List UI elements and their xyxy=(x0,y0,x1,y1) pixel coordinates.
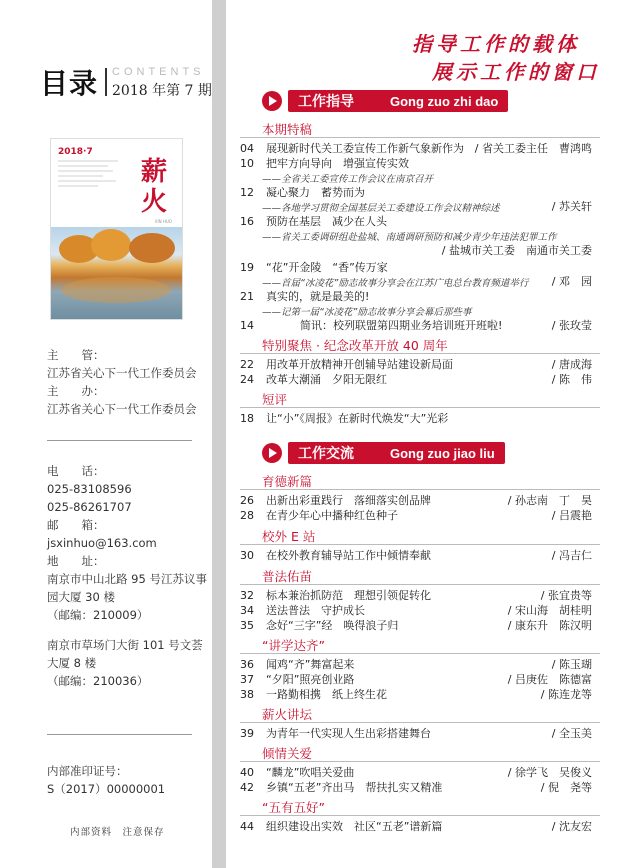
contents-label: CONTENTS xyxy=(112,66,205,78)
entry-title: “夕阳”照亮创业路 xyxy=(266,673,355,686)
play-icon xyxy=(262,443,282,463)
section-title: 工作交流 xyxy=(298,446,354,462)
category-divider xyxy=(240,137,600,138)
section-header-guidance xyxy=(262,90,508,112)
entry-author: / 倪 尧等 xyxy=(540,781,592,794)
page-number: 04 xyxy=(240,142,254,155)
page-number: 42 xyxy=(240,781,254,794)
category-divider xyxy=(240,761,600,762)
entry-author: / 省关工委主任 曹鸿鸣 xyxy=(474,142,592,155)
sponsor-label: 主 管： xyxy=(47,348,105,362)
category-divider xyxy=(240,722,600,723)
entry-title: 真实的，就是最美的! xyxy=(266,290,370,303)
permit-number: S（2017）00000001 xyxy=(47,782,166,796)
entry-subtitle: ——全省关工委宣传工作会议在南京召开 xyxy=(262,174,434,185)
entry-title: 凝心聚力 蓄势而为 xyxy=(266,186,365,199)
entry-subtitle: ——记第一届“冰凌花”励志故事分享会幕后那些事 xyxy=(262,307,472,318)
section-title-en: Gong zuo jiao liu xyxy=(390,445,495,461)
email: jsxinhuo@163.com xyxy=(47,536,157,550)
cover-title: 薪火 xyxy=(140,157,167,217)
page-number: 44 xyxy=(240,820,254,833)
permit-label: 内部准印证号： xyxy=(47,764,128,778)
category-title: 育德新篇 xyxy=(262,474,313,489)
entry-author: / 张宜贵等 xyxy=(540,589,592,602)
category-title: 特别聚焦 · 纪念改革开放 40 周年 xyxy=(262,338,448,353)
left-sidebar xyxy=(0,0,212,868)
magazine-cover xyxy=(50,138,183,320)
entry-author: / 冯吉仁 xyxy=(551,549,592,562)
entry-title: 在青少年心中播种红色种子 xyxy=(266,509,398,522)
entry-title: 标本兼治抓防范 理想引领促转化 xyxy=(266,589,431,602)
entry-author: / 苏关轩 xyxy=(551,200,592,213)
entry-title: “麟龙”吹唱关爱曲 xyxy=(266,766,355,779)
category-divider xyxy=(240,815,600,816)
page-number: 28 xyxy=(240,509,254,522)
entry-author: / 陈 伟 xyxy=(551,373,592,386)
page-number: 39 xyxy=(240,727,254,740)
slogan-2: 展示工作的窗口 xyxy=(432,60,600,84)
page-number: 16 xyxy=(240,215,254,228)
page-number: 21 xyxy=(240,290,254,303)
entry-title: 组织建设出实效 社区“五老”谱新篇 xyxy=(266,820,443,833)
toc-title: 目录 xyxy=(40,67,99,100)
category-title: 倾情关爱 xyxy=(262,746,313,761)
category-title: 普法佑苗 xyxy=(262,569,313,584)
postcode-1: （邮编：210009） xyxy=(47,608,149,622)
contact-info xyxy=(47,462,207,690)
category-divider xyxy=(240,544,600,545)
cover-photo xyxy=(51,227,183,319)
entry-title: 乡镇“五老”齐出马 帮扶扎实又精准 xyxy=(266,781,443,794)
section-title: 工作指导 xyxy=(298,94,354,110)
page-number: 35 xyxy=(240,619,254,632)
phone-label: 电 话： xyxy=(47,464,105,478)
category-divider xyxy=(240,584,600,585)
page-number: 38 xyxy=(240,688,254,701)
category-divider xyxy=(240,353,600,354)
entry-author: / 全玉美 xyxy=(551,727,592,740)
page-number: 37 xyxy=(240,673,254,686)
host: 江苏省关心下一代工作委员会 xyxy=(47,402,197,416)
category-divider xyxy=(240,489,600,490)
entry-title: 让“小”《周报》在新时代焕发“大”光彩 xyxy=(266,412,449,425)
entry-author: / 邓 园 xyxy=(551,275,592,288)
section-title-en: Gong zuo zhi dao xyxy=(390,93,499,109)
host-label: 主 办： xyxy=(47,384,105,398)
postcode-2: （邮编：210036） xyxy=(47,674,149,688)
entry-author: / 陈连龙等 xyxy=(540,688,592,701)
page-number: 10 xyxy=(240,157,254,170)
phone-1: 025-83108596 xyxy=(47,482,132,496)
category-title: 校外 E 站 xyxy=(262,529,316,544)
address-2: 南京市草场门大街 101 号文荟 xyxy=(47,638,203,652)
entry-title: 为青年一代实现人生出彩搭建舞台 xyxy=(266,727,431,740)
entry-title: 改革大潮涌 夕阳无限红 xyxy=(266,373,387,386)
entry-title: 在校外教育辅导站工作中倾情奉献 xyxy=(266,549,431,562)
entry-title: “花”开金陵 “香”传万家 xyxy=(266,261,388,274)
issue-number: 2018 年第 7 期 xyxy=(112,83,212,99)
cover-issue: 2018·7 xyxy=(58,147,93,157)
entry-title: 送法普法 守护成长 xyxy=(266,604,365,617)
address-label: 地 址： xyxy=(47,554,105,568)
title-divider xyxy=(105,68,107,96)
phone-2: 025-86261707 xyxy=(47,500,132,514)
entry-author: / 孙志南 丁 昊 xyxy=(507,494,592,507)
category-title: 本期特稿 xyxy=(262,122,313,137)
page-number: 30 xyxy=(240,549,254,562)
page-number: 26 xyxy=(240,494,254,507)
entry-subtitle: ——各地学习贯彻全国基层关工委建设工作会议精神综述 xyxy=(262,203,500,214)
entry-author: / 陈玉瑚 xyxy=(551,658,592,671)
entry-author: / 张玫莹 xyxy=(551,319,592,332)
sponsor: 江苏省关心下一代工作委员会 xyxy=(47,366,197,380)
entry-title: 展现新时代关工委宣传工作新气象新作为 xyxy=(266,142,464,155)
divider xyxy=(47,440,192,441)
category-title: 短评 xyxy=(262,392,288,407)
entry-title: 用改革开放精神开创辅导站建设新局面 xyxy=(266,358,453,371)
entry-subtitle: ——省关工委调研组赴盐城、南通调研预防和减少青少年违法犯罪工作 xyxy=(262,232,557,243)
entry-title: 念好“三字”经 唤得浪子归 xyxy=(266,619,399,632)
footer-note: 内部资料 注意保存 xyxy=(70,827,165,838)
slogan-1: 指导工作的载体 xyxy=(412,32,580,56)
permit-info xyxy=(47,762,165,798)
entry-author: / 盐城市关工委 南通市关工委 xyxy=(441,244,592,257)
category-title: “五有五好” xyxy=(262,800,325,815)
entry-author: / 徐学飞 吴俊义 xyxy=(507,766,592,779)
page-number: 18 xyxy=(240,412,254,425)
category-divider xyxy=(240,653,600,654)
entry-title: 预防在基层 减少在人头 xyxy=(266,215,387,228)
address-1b: 园大厦 30 楼 xyxy=(47,590,115,604)
category-title: 薪火讲坛 xyxy=(262,707,313,722)
entry-author: / 吕庚佐 陈德富 xyxy=(507,673,592,686)
entry-title: 一路勤相携 纸上终生花 xyxy=(266,688,387,701)
category-divider xyxy=(240,407,600,408)
page-number: 40 xyxy=(240,766,254,779)
section-header-exchange xyxy=(262,442,505,464)
page-number: 34 xyxy=(240,604,254,617)
entry-author: / 宋山海 胡桂明 xyxy=(507,604,592,617)
page-number: 24 xyxy=(240,373,254,386)
address-1: 南京市中山北路 95 号江苏议事 xyxy=(47,572,207,586)
page-number: 32 xyxy=(240,589,254,602)
entry-title: 简讯：校列联盟第四期业务培训班开班啦! xyxy=(300,319,503,332)
entry-title: 把牢方向导向 增强宣传实效 xyxy=(266,157,409,170)
page-number: 12 xyxy=(240,186,254,199)
category-title: “讲学达齐” xyxy=(262,638,325,653)
entry-title: 出新出彩重践行 落细落实创品牌 xyxy=(266,494,431,507)
divider xyxy=(47,734,192,735)
entry-author: / 沈友宏 xyxy=(551,820,592,833)
page-number: 36 xyxy=(240,658,254,671)
entry-title: 闻鸡“齐”舞富起来 xyxy=(266,658,355,671)
page-number: 19 xyxy=(240,261,254,274)
gray-band xyxy=(212,0,226,868)
address-2b: 大厦 8 楼 xyxy=(47,656,97,670)
entry-subtitle: ——首届“冰凌花”励志故事分享会在江苏广电总台教育频道举行 xyxy=(262,278,529,289)
entry-author: / 康东升 陈汉明 xyxy=(507,619,592,632)
page-number: 14 xyxy=(240,319,254,332)
cover-subtitle: XIN HUO xyxy=(154,219,172,224)
email-label: 邮 箱： xyxy=(47,518,105,532)
publisher-info xyxy=(47,346,197,418)
entry-author: / 唐成海 xyxy=(551,358,592,371)
entry-author: / 吕震艳 xyxy=(551,509,592,522)
page-number: 22 xyxy=(240,358,254,371)
play-icon xyxy=(262,91,282,111)
